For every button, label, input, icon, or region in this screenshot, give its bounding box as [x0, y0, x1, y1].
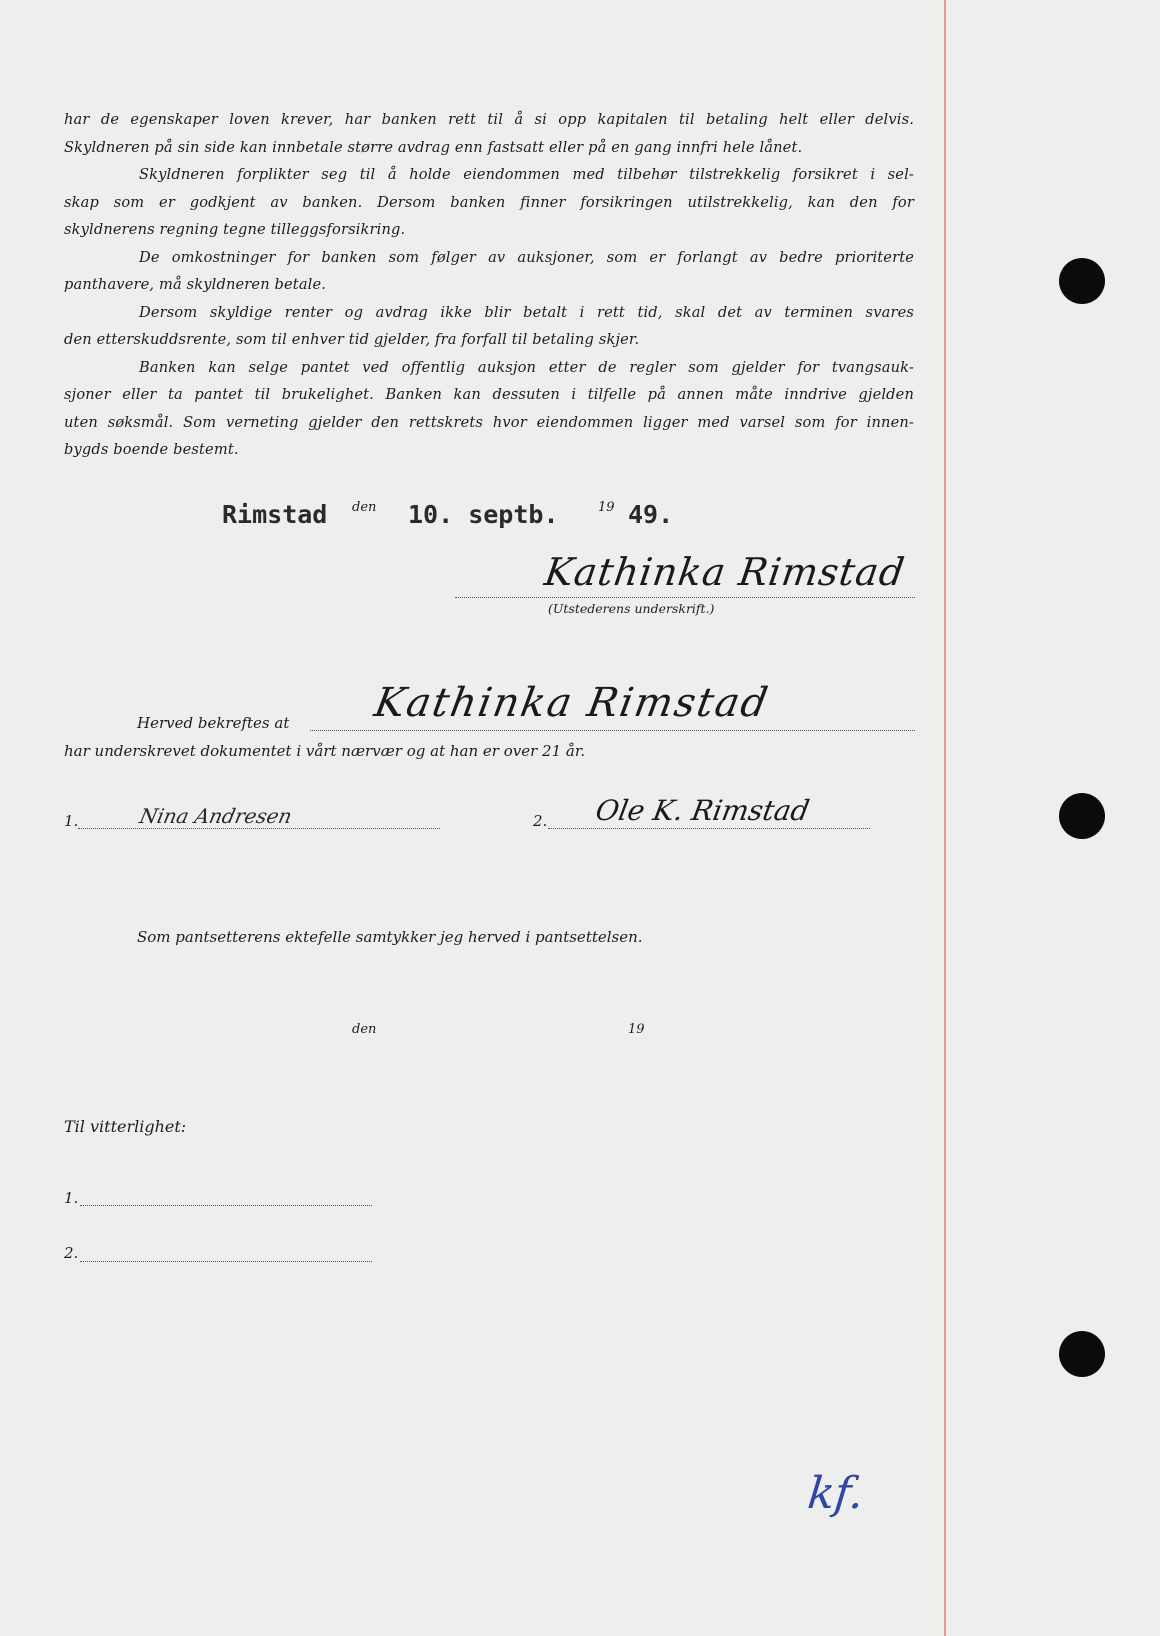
- punch-hole: [1059, 793, 1105, 839]
- text-line: Banken kan selge pantet ved offentlig auksjon etter de regler som gjelder for tvangsauk-: [139, 358, 914, 376]
- text-line: uten søksmål. Som verneting gjelder den rettskrets hvor eiendommen ligger med varsel som for innen-: [64, 413, 914, 431]
- text-line: sjoner eller ta pantet til brukelighet. Banken kan dessuten i tilfelle på annen måte inndrive gjelden: [64, 386, 914, 403]
- attestation-line-2-number: 2.: [64, 1244, 79, 1262]
- consent-year-prefix: 19: [628, 1022, 645, 1037]
- spouse-consent-text: Som pantsetterens ektefelle samtykker jeg herved i pantsettelsen.: [137, 928, 643, 946]
- text-line: skyldnerens regning tegne tilleggsforsikring.: [64, 221, 406, 238]
- witness-1-signature: Nina Andresen: [137, 804, 295, 828]
- text-line: De omkostninger for banken som følger av auksjoner, som er forlangt av bedre prioriterte: [139, 248, 914, 266]
- witness-1-number: 1.: [64, 812, 79, 830]
- terms-text-block: [64, 106, 914, 464]
- consent-den-label: den: [352, 1022, 377, 1037]
- text-line: har de egenskaper loven krever, har banken rett til å si opp kapitalen til betaling helt eller delvis.: [64, 111, 914, 128]
- text-line: Dersom skyldige renter og avdrag ikke blir betalt i rett tid, skal det av terminen svares: [139, 303, 914, 321]
- attestation-heading: Til vitterlighet:: [64, 1117, 187, 1136]
- date-typed: 10. septb.: [408, 500, 559, 529]
- place-typed: Rimstad: [222, 500, 328, 529]
- red-margin-line: [944, 0, 946, 1636]
- confirmation-statement: har underskrevet dokumentet i vårt nærvær og at han er over 21 år.: [64, 742, 586, 760]
- text-line: Skyldneren på sin side kan innbetale større avdrag enn fastsatt eller på en gang innfri hele lånet.: [64, 138, 803, 156]
- year-prefix: 19: [598, 500, 615, 515]
- witness-2-signature: Ole K. Rimstad: [593, 794, 812, 827]
- text-line: skap som er godkjent av banken. Dersom banken finner forsikringen utilstrekkelig, kan den for: [64, 193, 914, 211]
- signature-dotted-line: [455, 597, 915, 598]
- signature-caption: (Utstederens underskrift.): [548, 601, 715, 616]
- attestation-line-1-number: 1.: [64, 1189, 79, 1207]
- attestation-line-1: [80, 1205, 372, 1206]
- year-typed: 49.: [628, 500, 674, 529]
- witness-2-dotted-line: [548, 828, 870, 829]
- text-line: panthavere, må skyldneren betale.: [64, 276, 327, 293]
- punch-hole: [1059, 1331, 1105, 1377]
- witness-1-dotted-line: [78, 828, 440, 829]
- witness-2-number: 2.: [533, 812, 548, 830]
- confirmed-name-signature: Kathinka Rimstad: [370, 680, 773, 726]
- confirmation-label: Herved bekreftes at: [137, 714, 290, 732]
- punch-hole: [1059, 258, 1105, 304]
- text-line: den etterskuddsrente, som til enhver tid gjelder, fra forfall til betaling skjer.: [64, 331, 640, 348]
- den-label: den: [352, 500, 377, 515]
- issuer-signature: Kathinka Rimstad: [541, 550, 908, 594]
- attestation-line-2: [80, 1261, 372, 1262]
- text-line: bygds boende bestemt.: [64, 441, 239, 458]
- clerk-initials: kf.: [805, 1468, 867, 1519]
- name-dotted-line: [310, 730, 915, 731]
- text-line: Skyldneren forplikter seg til å holde eiendommen med tilbehør tilstrekkelig forsikret i sel-: [139, 166, 914, 183]
